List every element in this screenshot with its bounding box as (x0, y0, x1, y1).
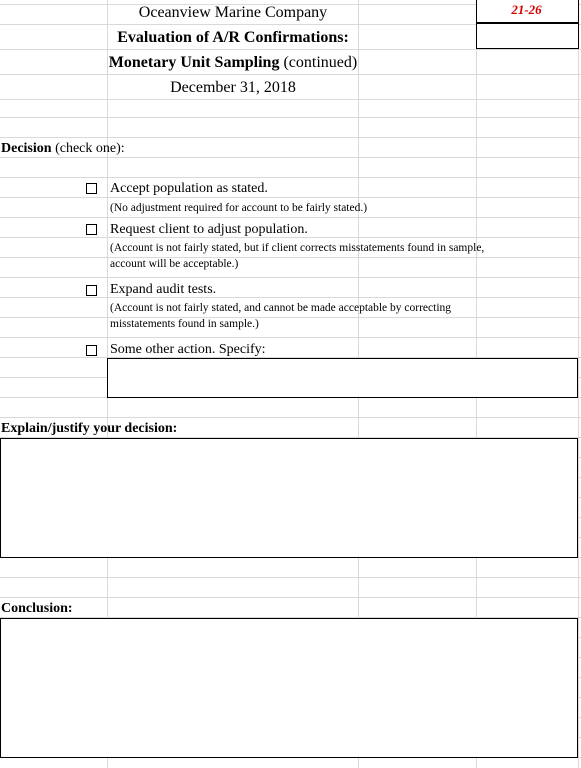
specify-action-field[interactable] (107, 358, 578, 398)
conclusion-label: Conclusion: (1, 601, 73, 616)
reference-input[interactable] (476, 23, 579, 49)
page-subtitle (0, 53, 466, 73)
subtitle-bold: Monetary Unit Sampling (108, 54, 280, 71)
other-action-checkbox[interactable] (86, 345, 97, 356)
expand-tests-label: Expand audit tests. (110, 282, 217, 297)
page-title: Evaluation of A/R Confirmations: (117, 29, 349, 46)
accept-population-note: (No adjustment required for account to be fairly stated.) (110, 202, 368, 214)
request-adjustment-label: Request client to adjust population. (110, 222, 308, 237)
accept-population-checkbox[interactable] (86, 183, 97, 194)
decision-label-bold: Decision (1, 141, 52, 156)
request-adjustment-note-2: account will be acceptable.) (110, 258, 239, 270)
other-action-label: Some other action. Specify: (110, 342, 266, 357)
decision-label (1, 141, 125, 157)
workpaper-reference: 21-26 (511, 2, 542, 17)
expand-tests-checkbox[interactable] (86, 285, 97, 296)
subtitle-rest: (continued) (279, 54, 358, 71)
statement-date: December 31, 2018 (170, 79, 296, 96)
request-adjustment-note: (Account is not fairly stated, but if client corrects misstatements found in sample, (110, 242, 485, 254)
company-name: Oceanview Marine Company (138, 4, 328, 21)
expand-tests-note-2: misstatements found in sample.) (110, 318, 259, 330)
conclusion-field[interactable] (0, 618, 578, 758)
explain-decision-field[interactable] (0, 438, 578, 558)
accept-population-label: Accept population as stated. (110, 181, 268, 196)
request-adjustment-checkbox[interactable] (86, 224, 97, 235)
decision-label-rest: (check one): (51, 141, 125, 156)
expand-tests-note: (Account is not fairly stated, and cannot be made acceptable by correcting (110, 302, 452, 314)
explain-label: Explain/justify your decision: (1, 421, 178, 436)
